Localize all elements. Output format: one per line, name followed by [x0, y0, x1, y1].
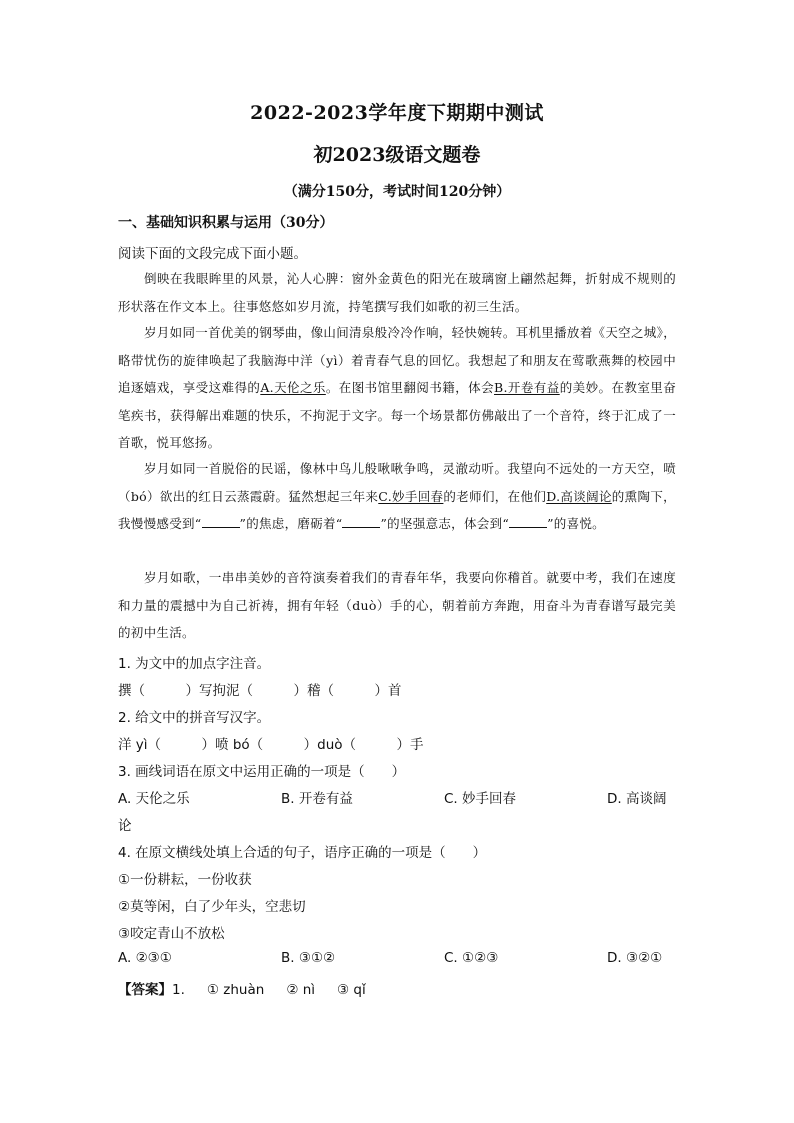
- option-d[interactable]: D. 高谈阔: [607, 791, 667, 807]
- underlined-option-c: C.妙手回春: [378, 488, 444, 504]
- option-a[interactable]: A. 天伦之乐: [118, 791, 190, 807]
- question-3: 3. 画线词语在原文中运用正确的一项是（ ）: [118, 764, 406, 780]
- passage-text: ”的焦虑，磨砺着“: [239, 516, 343, 531]
- option-c[interactable]: C. 妙手回春: [444, 791, 517, 807]
- fill-blank-3[interactable]: [509, 515, 547, 528]
- passage-text: 的熏陶下，我慢慢感受到“: [118, 488, 676, 531]
- option-c[interactable]: C. ①②③: [444, 950, 499, 966]
- fill-blank-1[interactable]: [202, 515, 240, 528]
- passage-paragraph-4: 岁月如歌，一串串美妙的音符演奏着我们的青春年华，我要向你稽首。就要中考，我们在速度和力量的震撼中为自己祈祷，拥有年轻（duò）手的心，朝着前方奔跑，用奋斗为青春谱写最完美的初中生活。: [118, 570, 676, 640]
- passage-text: 的老师们，在他们: [443, 488, 547, 504]
- underlined-option-d: D.高谈阔论: [546, 488, 612, 504]
- underlined-option-a: A.天伦之乐: [260, 380, 326, 395]
- question-4-sentence-3: ③咬定青山不放松: [118, 926, 225, 942]
- section-instruction: 阅读下面的文段完成下面小题。: [118, 246, 307, 262]
- option-b[interactable]: B. ③①②: [281, 950, 336, 966]
- fill-blank-2[interactable]: [342, 515, 380, 528]
- passage-text: ”的坚强意志，体会到“: [380, 516, 510, 531]
- option-b[interactable]: B. 开卷有益: [281, 791, 353, 807]
- passage-text: 岁月如同一首优美的钢琴曲，像山间清泉般冷冷作响，轻快婉转。耳机里播放着《天空之城》，略带忧伤的旋律唤起了我脑海中洋（yì）着青春气息的回忆。我想起了和朋友在莺歌燕舞的校园中追逐嬉戏，享受这难得的: [118, 325, 676, 395]
- question-1-answer-line: 撰（ ）写拘泥（ ）稽（ ）首: [118, 683, 402, 699]
- answer-tag: 【答案】: [118, 982, 172, 998]
- question-1: 1. 为文中的加点字注音。: [118, 656, 271, 672]
- passage-paragraph-3: [118, 455, 676, 538]
- option-a[interactable]: A. ②③①: [118, 950, 172, 966]
- answer-line: [118, 978, 366, 998]
- option-d-wrap: 论: [118, 818, 132, 834]
- exam-note: （满分150分，考试时间120分钟）: [283, 184, 511, 200]
- passage-text: 。在图书馆里翻阅书籍，体会: [325, 380, 495, 395]
- question-4-sentence-2: ②莫等闲，白了少年头，空悲切: [118, 899, 306, 915]
- answer-number: 1.: [172, 982, 185, 998]
- passage-paragraph-1: 倒映在我眼眸里的风景，沁人心脾：窗外金黄色的阳光在玻璃窗上翩然起舞，折射成不规则的形状落在作文本上。往事悠悠如岁月流，持笔撰写我们如歌的初三生活。: [118, 271, 676, 314]
- question-4: 4. 在原文横线处填上合适的句子，语序正确的一项是（ ）: [118, 845, 487, 861]
- exam-title: 2022-2023学年度下期期中测试: [250, 102, 544, 124]
- passage-text: 的美妙。在教室里奋笔疾书，获得解出难题的快乐，不拘泥于文字。每一个场景都仿佛敲出了一个音符，终于汇成了一首歌，悦耳悠扬。: [118, 380, 676, 450]
- answer-item-3: ③ qǐ: [337, 982, 366, 998]
- underlined-option-b: B.开卷有益: [494, 380, 560, 395]
- passage-text: 岁月如同一首脱俗的民谣，像林中鸟儿般啾啾争鸣，灵澈动听。我望向不远处的一方天空，喷（bó）欲出的红日云蒸霞蔚。猛然想起三年来: [118, 461, 676, 504]
- question-2: 2. 给文中的拼音写汉字。: [118, 710, 271, 726]
- answer-item-2: ② nì: [286, 982, 316, 998]
- option-d[interactable]: D. ③②①: [607, 950, 663, 966]
- exam-subtitle: 初2023级语文题卷: [313, 144, 481, 166]
- passage-text: ”的喜悦。: [547, 516, 605, 531]
- answer-item-1: ① zhuàn: [206, 982, 265, 998]
- question-2-answer-line: 洋 yì（ ）喷 bó（ ）duò（ ）手: [118, 737, 424, 753]
- passage-paragraph-2: [118, 319, 676, 457]
- question-4-sentence-1: ①一份耕耘，一份收获: [118, 872, 252, 888]
- section-heading: 一、基础知识积累与运用（30分）: [118, 215, 334, 231]
